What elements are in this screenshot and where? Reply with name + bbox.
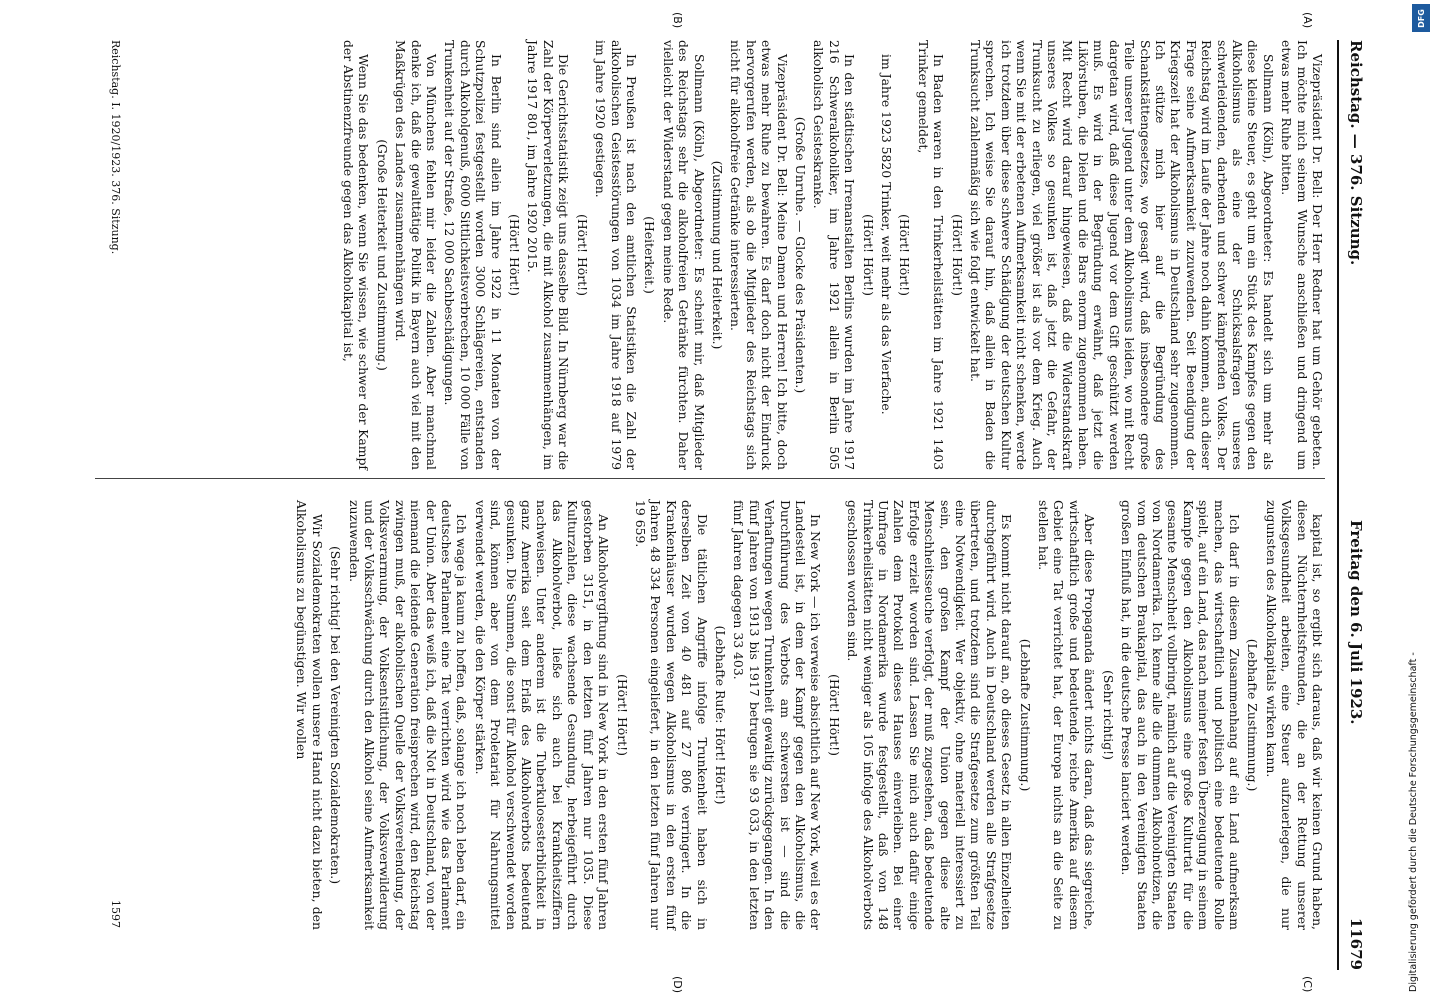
- digitization-credit: Digitalisierung gefördert durch die Deutsche Forschungsgemeinschaft -: [1408, 652, 1419, 992]
- header-date: Freitag den 6. Juli 1923.: [1347, 520, 1365, 725]
- paragraph: Ich darf in diesem Zusammenhang auf ein Land aufmerksam machen, das wirtschaftlich und politisch eine bedeutende Rolle spielt, auf ein Land, das nach meiner festen Überzeugung in seinem Kampfe gegen den Alkoholismus eine große Kulturtat für die gesamte Menschheit vollbringt, nämlich auf die Vereinigten Staaten von Nordamerika. Ich kenne alle die dummen Alkoholnotizen, die vom deutschen Braukapital, das auch in den Vereinigten Staaten großen Einfluß hat, in die deutsche Presse lanciert werden.: [1119, 500, 1242, 930]
- paragraph: An Alkoholvergiftung sind in New York in den ersten fünf Jahren gestorben 3151, in den letzten fünf Jahren nur 1035. Diese Kulturzahlen, diese wachsende Gesundung, herbeigeführt durch das Alkoholverbot, ließe sich auch bei Krankheitsziffern nachweisen. Unter anderem ist die Tuberkulosesterblichkeit in ganz Amerika seit dem Erlaß des Alkoholverbots bedeutend gesunken. Die Summen, die sonst für Alkohol verschwendet worden sind, können aber von dem Proletariat für Nahrungsmittel verwendet werden, die den Körper stärken.: [472, 500, 612, 930]
- paragraph: Es kommt nicht darauf an, ob dieses Gesetz in allen Einzelheiten durchgeführt wird. Auch in Deutschland werden alle Strafgesetze übertreten, und trotzdem sind die Strafgesetze zum größten Teil eine Notwendigkeit. Wer objektiv, ohne materiell interessiert zu sein, den großen Kampf der Union gegen diese alte Menschheitsseuche verfolgt, der muß zugestehen, daß bedeutende Erfolge erzielt worden sind. Lassen Sie mich auch dafür einige Zahlen dem Protokoll dieses Hauses einverleiben. Bei einer Umfrage in Nordamerika wurde festgestellt, daß von 148 Trinkerheilstätten nicht weniger als 105 infolge des Alkoholverbots geschlossen worden sind.: [845, 500, 1015, 930]
- header-page-number: 11679: [1347, 917, 1365, 970]
- interjection: (Hört! Hört!): [897, 214, 913, 296]
- paragraph: Aber diese Propaganda ändert nichts daran, daß das siegreiche, wirtschaftlich große und bedeutende, reiche Amerika auf diesem Gebiet eine Tat verrichtet hat, der Europa nichts an die Seite zu stellen hat.: [1036, 500, 1098, 930]
- paragraph: Ich wage ja kaum zu hoffen, daß, solange ich noch leben darf, ein deutsches Parlament eine Tat verrichten wird wie das Parlament der Union. Aber das weiß ich, daß die Not in Deutschland, von der niemand die leidende Generation freisprechen wird, den Reichstag zwingen muß, der alkoholischen Quelle der Volksverelendung, der Volksverarmung, der Volksentsittlichung, der Volksverwilderung und der Volksschwächung durch den Alkohol seine Aufmerksamkeit zuzuwenden.: [346, 500, 470, 930]
- paragraph: In Berlin sind allein im Jahre 1922 in 11 Monaten von der Schutzpolizei festgestellt worden 3000 Schlägereien, entstanden durch Alkoholgenuß, 6000 Sittlichkeitsverbrechen, 10 000 Fälle von Trunkenheit auf der Straße, 12 000 Sachbeschädigungen.: [442, 40, 504, 470]
- interjection: (Lebhafte Rufe: Hört! Hört!): [712, 625, 728, 805]
- paragraph: Vizepräsident Dr. Bell: Der Herr Redner hat um Gehör gebeten. Ich möchte mich seinem Wunsche anschließen und dringend um etwas mehr Ruhe bitten.: [1279, 40, 1325, 470]
- interjection: (Lebhafte Zustimmung.): [1017, 638, 1033, 792]
- running-head: [1337, 40, 1365, 970]
- dfg-logo-text: DFG: [1416, 8, 1426, 28]
- interjection: (Große Unruhe. — Glocke des Präsidenten.): [793, 116, 808, 394]
- interjection: (Hört! Hört!): [949, 214, 965, 296]
- dfg-logo: [1412, 4, 1430, 32]
- interjection: (Sehr richtig! bei den Vereinigten Sozialdemokraten.): [328, 545, 344, 885]
- paragraph: In Baden waren in den Trinkerheilstätten im Jahre 1921 1403 Trinker gemeldet,: [915, 40, 947, 470]
- interjection: (Zustimmung und Heiterkeit.): [709, 160, 725, 350]
- paragraph: kapital ist, so ergibt sich daraus, daß wir keinen Grund haben, diesen Nüchternheitsfreunden, die an der Rettung unserer Volksgesundheit arbeiten, eine Steuer aufzuerlegen, die nur zugunsten des Alkoholkapitals wirken kann.: [1263, 500, 1325, 930]
- paragraph: Sollmann (Köln), Abgeordneter: Es handelt sich um mehr als diese kleine Steuer, es geht um ein Stück des Kampfes gegen den Alkoholismus als eine der Schicksalsfragen unseres schwerleidenden, darbenden und schwer kämpfenden Volkes. Der Reichstag wird im Laufe der Jahre noch dahin kommen, auch dieser Frage seine Aufmerksamkeit zuzuwenden. Seit Beendigung der Kriegszeit hat der Alkoholismus in Deutschland sehr zugenommen. Ich stütze mich hier auf die Begründung des Schankstättengesetzes, wo gesagt wird, daß insbesondere große Teile unserer Jugend unter dem Alkoholismus leiden, wo mit Recht dargetan wird, daß diese Jugend vor dem Gift geschützt werden muß. Es wird in der Begründung erwähnt, daß jetzt die Likörstuben, die Dielen und die Bars enorm zugenommen haben. Mit Recht wird darauf hingewiesen, daß die Widerstandskraft unseres Volkes so gesunken ist, daß jetzt die Gefahr, der Trunksucht zu erliegen, viel größer ist als vor dem Krieg. Auch wenn Sie mit der erbetenen Aufmerksamkeit nicht schenken, werde ich trotzdem über diese schwere Schädigung der deutschen Kultur sprechen. Ich weise Sie darauf hin, daß allein in Baden die Trunksucht zahlenmäßig sich wie folgt entwickelt hat.: [968, 40, 1276, 470]
- left-column: [338, 40, 1325, 470]
- margin-letter-b: (B): [671, 12, 684, 29]
- paragraph: Vizepräsident Dr. Bell: Meine Damen und Herren! Ich bitte, doch etwas mehr Ruhe zu bewahren. Es darf doch nicht der Eindruck hervorgerufen werden, als ob die Mitglieder des Reichstags sich nicht für alkoholfreie Getränke interessierten.: [728, 40, 790, 470]
- margin-letter-a: (A): [1301, 12, 1314, 29]
- paragraph: In New York — ich verweise absichtlich auf New York, weil es der Landesteil ist, in dem der Kampf gegen den Alkoholismus, die Durchführung des Verbots am schwersten ist — sind die Verhaftungen wegen Trunkenheit gewaltig zurückgegangen. In den fünf Jahren von 1913 bis 1917 betrugen sie 93 033, in den letzten fünf Jahren dagegen 33 403.: [731, 500, 824, 930]
- footer-sheet-number: 1597: [109, 900, 122, 928]
- interjection: (Hört! Hört!): [826, 674, 842, 756]
- interjection: (Sehr richtig!): [1100, 670, 1116, 760]
- paragraph: Die Gerichtsstatistik zeigt uns dasselbe Bild. In Nürnberg war die Zahl der Körperverletzungen, die mit Alkohol zusammenhängen, im Jahre 1917 801, im Jahre 1920 2015.: [525, 40, 572, 470]
- paragraph: In Preußen ist nach den amtlichen Statistiken die Zahl der alkoholischen Geistesstörungen von 1034 im Jahre 1918 auf 1979 im Jahre 1920 gestiegen.: [593, 40, 639, 470]
- interjection: (Hört! Hört!): [614, 674, 630, 756]
- header-session: Reichstag. — 376. Sitzung.: [1347, 40, 1365, 266]
- document-page: [45, 0, 1385, 1000]
- interjection: (Lebhafte Zustimmung.): [1245, 638, 1261, 792]
- right-column: [291, 500, 1325, 930]
- footer-source: Reichstag. I. 1920/1923. 376. Sitzung.: [109, 40, 122, 255]
- interjection: (Heiterkeit.): [642, 216, 658, 294]
- interjection: (Hört! Hört!): [507, 214, 523, 296]
- paragraph: Die tätlichen Angriffe infolge Trunkenheit haben sich in derselben Zeit von 40 481 auf 27 806 verringert. In die Krankenhäuser wurden wegen Alkoholismus in den ersten fünf Jahren 48 334 Personen eingeliefert, in den letzten fünf Jahren nur 19 659.: [632, 500, 710, 930]
- paragraph: Wir Sozialdemokraten wollen unsere Hand nicht dazu bieten, den Alkoholismus zu begünstigen. Wir wollen: [294, 500, 325, 930]
- margin-letter-c: (C): [1301, 976, 1314, 993]
- paragraph: In den städtischen Irrenanstalten Berlins wurden im Jahre 1917 216 Schweralkoholiker, im Jahre 1921 allein in Berlin 505 alkoholisch Geisteskranke.: [811, 40, 858, 470]
- interjection: (Hört! Hört!): [574, 214, 590, 296]
- paragraph: im Jahre 1923 5820 Trinker, weit mehr als das Vierfache.: [879, 54, 895, 415]
- paragraph: Von Münchens fehlen mir leider die Zahlen. Aber manchmal denke ich, daß die gewalttätige Politik in Bayern auch viel mit den Maßkrügen des Landes zusammenhängen wird.: [393, 40, 440, 470]
- column-rule: [95, 478, 1325, 479]
- interjection: (Hört! Hört!): [860, 214, 876, 296]
- margin-letter-d: (D): [671, 976, 684, 994]
- paragraph: Wenn Sie das bedenken, wenn Sie wissen, wie schwer der Kampf der Abstinenzfreunde gegen das Alkoholkapital ist,: [341, 40, 372, 470]
- paragraph: Sollmann (Köln), Abgeordneter: Es scheint mir, daß Mitglieder des Reichstags sehr die alkoholfreien Getränke fürchten. Daher vielleicht der Widerstand gegen meine Rede.: [660, 40, 707, 470]
- interjection: (Große Heiterkeit und Zustimmung.): [374, 139, 390, 371]
